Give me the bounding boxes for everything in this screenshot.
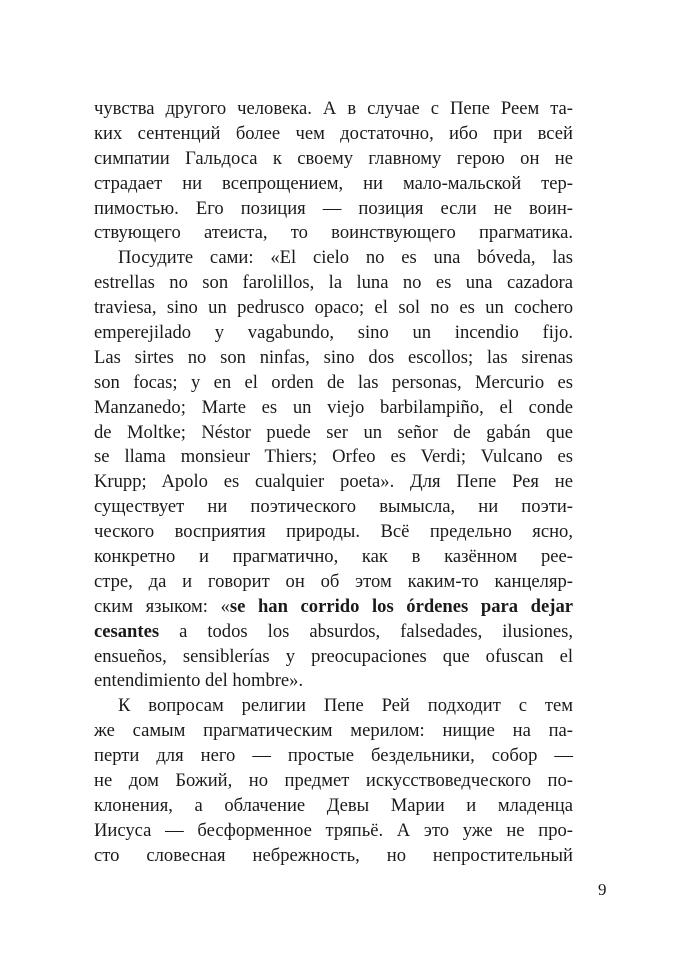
paragraph-3 bbox=[94, 694, 573, 868]
text-line: ствующего атеиста, то воинствующего прагматика. bbox=[94, 222, 573, 244]
text-line: сто словесная небрежность, но непростительный bbox=[94, 844, 573, 866]
paragraph-1 bbox=[94, 97, 573, 246]
text-line: estrellas no son farolillos, la luna no es una cazadora bbox=[94, 272, 573, 294]
text-line: se llama monsieur Thiers; Orfeo es Verdi; Vulcano es bbox=[94, 446, 573, 468]
text-line: К вопросам религии Пепе Рей подходит с тем bbox=[118, 695, 573, 717]
bold-quote: se han corrido los órdenes para dejar bbox=[229, 595, 573, 617]
text-line: ческого восприятия природы. Всё предельно ясно, bbox=[94, 521, 573, 543]
text-line: de Moltke; Néstor puede ser un señor de gabán que bbox=[94, 421, 573, 443]
text-line: ких сентенций более чем достаточно, ибо при всей bbox=[94, 122, 573, 144]
paragraph-2 bbox=[94, 246, 573, 694]
bold-quote: cesantes bbox=[94, 620, 160, 642]
text-line: пимостью. Его позиция — позиция если не воин- bbox=[94, 197, 573, 219]
text-line: конкретно и прагматично, как в казённом рее- bbox=[94, 546, 573, 568]
text-line bbox=[94, 595, 573, 620]
text-line: не дом Божий, но предмет искусствоведческого по- bbox=[94, 770, 573, 792]
text-line: Manzanedo; Marte es un viejo barbilampiño, el conde bbox=[94, 396, 573, 418]
text-line: ensueños, sensiblerías y preocupaciones que ofuscan el bbox=[94, 645, 573, 667]
page-number: 9 bbox=[598, 880, 607, 899]
text-line: Посудите сами: «El cielo no es una bóveda, las bbox=[118, 247, 573, 269]
text-line: Krupp; Apolo es cualquier poeta». Для Пепе Рея не bbox=[94, 471, 573, 493]
text-line bbox=[94, 620, 573, 645]
plain-text: ским языком: « bbox=[94, 595, 230, 617]
text-line: чувства другого человека. А в случае с Пепе Реем та- bbox=[94, 98, 573, 119]
text-line: traviesa, sino un pedrusco opaco; el sol no es un cochero bbox=[94, 297, 573, 319]
text-line: страдает ни всепрощением, ни мало-мальской тер- bbox=[94, 172, 573, 194]
text-line: emperejilado y vagabundo, sino un incendio fijo. bbox=[94, 322, 573, 344]
text-line: Las sirtes no son ninfas, sino dos escollos; las sirenas bbox=[94, 346, 573, 368]
text-line: же самым прагматическим мерилом: нищие на па- bbox=[94, 720, 573, 742]
text-line: стре, да и говорит он об этом каким-то канцеляр- bbox=[94, 570, 573, 592]
text-line: son focas; y en el orden de las personas, Mercurio es bbox=[94, 371, 573, 393]
page-body bbox=[94, 97, 573, 869]
text-line: entendimiento del hombre». bbox=[94, 670, 304, 692]
plain-text: a todos los absurdos, falsedades, ilusiones, bbox=[159, 620, 573, 642]
text-line: существует ни поэтического вымысла, ни поэти- bbox=[94, 496, 573, 518]
text-line: симпатии Гальдоса к своему главному герою он не bbox=[94, 147, 573, 169]
text-line: клонения, а облачение Девы Марии и младенца bbox=[94, 794, 573, 816]
text-line: перти для него — простые бездельники, собор — bbox=[94, 745, 573, 767]
text-line: Иисуса — бесформенное тряпьё. А это уже не про- bbox=[94, 819, 573, 841]
